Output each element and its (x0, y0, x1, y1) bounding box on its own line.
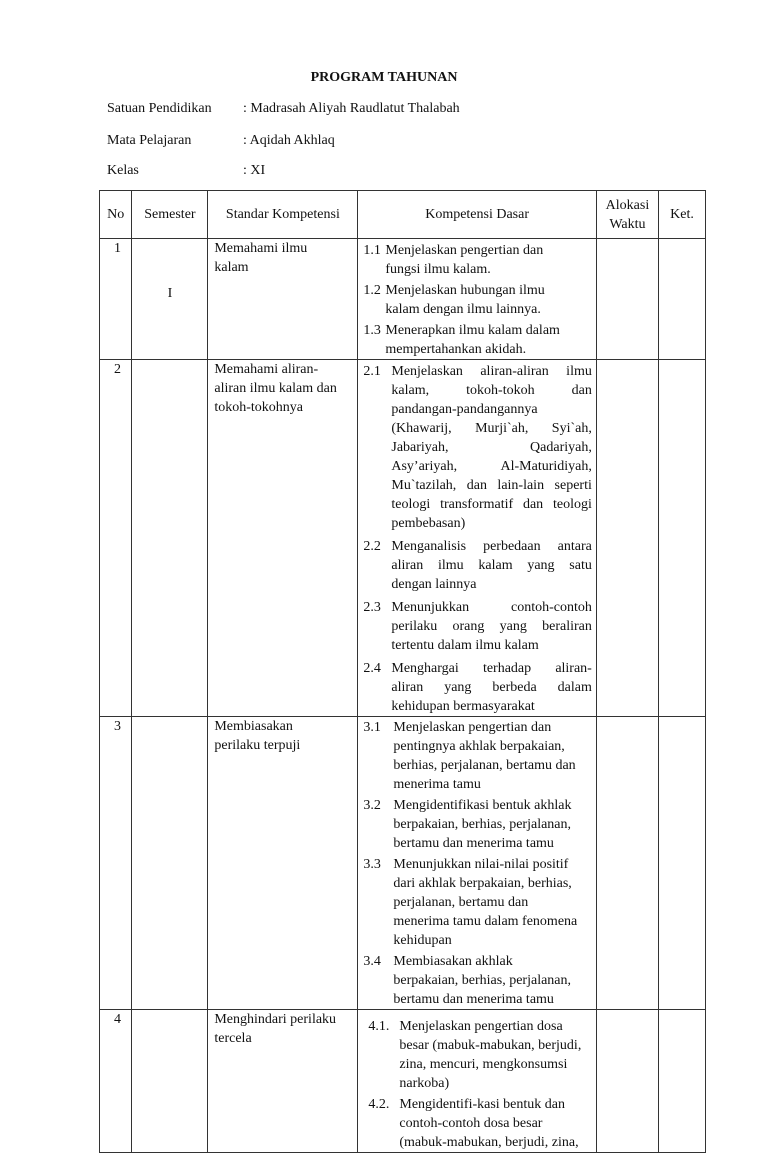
kd-line: pentingnya akhlak berpakaian, (393, 739, 565, 754)
table-row (100, 717, 706, 1010)
kd-line: kehidupan bermasyarakat (391, 699, 535, 714)
kd-line: (Khawarij, Murji`ah, Syi`ah, (391, 421, 592, 436)
header-semester: Semester (132, 191, 208, 239)
cell-standar-kompetensi (208, 239, 358, 360)
table-header-row (100, 191, 706, 239)
cell-standar-kompetensi (208, 717, 358, 1010)
kd-line: kalam dengan ilmu lainnya. (385, 302, 541, 317)
kd-line: Asy’ariyah, Al-Maturidiyah, (391, 459, 592, 474)
cell-kompetensi-dasar (358, 717, 596, 1010)
kd-line: Menjelaskan pengertian dan (385, 243, 544, 258)
kd-line: besar (mabuk-mabukan, berjudi, (399, 1038, 582, 1053)
meta-value: : XI (243, 163, 266, 178)
kd-line: zina, mencuri, mengkonsumsi (399, 1057, 568, 1072)
table-row (100, 360, 706, 717)
sk-line: Memahami aliran- (214, 362, 319, 377)
header-no: No (100, 191, 132, 239)
kd-number: 3.2 (363, 798, 381, 813)
kd-number: 1.1 (363, 243, 381, 258)
kd-item (363, 241, 591, 279)
kd-number: 3.1 (363, 720, 381, 735)
kd-number: 1.3 (363, 323, 381, 338)
kd-line: berpakaian, berhias, perjalanan, (393, 973, 572, 988)
cell-alokasi-waktu (596, 1010, 658, 1153)
header-standar-kompetensi: Standar Kompetensi (208, 191, 358, 239)
kd-line: tertentu dalam ilmu kalam (391, 638, 539, 653)
kd-text (391, 537, 591, 594)
meta-value: : Aqidah Akhlaq (243, 133, 335, 148)
cell-semester (132, 360, 208, 717)
cell-standar-kompetensi (208, 1010, 358, 1153)
meta-mata-pelajaran (107, 133, 335, 149)
meta-value: : Madrasah Aliyah Raudlatut Thalabah (243, 101, 460, 116)
cell-alokasi-waktu (596, 360, 658, 717)
cell-ket (659, 1010, 706, 1153)
kd-line: Mu`tazilah, dan lain-lain seperti (391, 478, 592, 493)
kd-text (391, 659, 591, 716)
cell-ket (659, 239, 706, 360)
meta-kelas (107, 163, 265, 179)
kd-number: 3.3 (363, 857, 381, 872)
program-table (99, 190, 706, 1153)
sk-line: perilaku terpuji (214, 738, 301, 753)
kd-text (385, 321, 591, 359)
kd-text (393, 855, 591, 950)
kd-line: teologi transformatif dan teologi (391, 497, 592, 512)
kd-item (363, 598, 591, 655)
kd-line: bertamu dan menerima tamu (393, 992, 554, 1007)
kd-number: 2.2 (363, 539, 381, 554)
kd-line: (mabuk-mabukan, berjudi, zina, (399, 1135, 579, 1150)
kd-line: mempertahankan akidah. (385, 342, 527, 357)
cell-standar-kompetensi (208, 360, 358, 717)
kd-text (393, 796, 591, 853)
meta-label: Kelas (107, 163, 139, 178)
header-alokasi-waktu (596, 191, 658, 239)
kd-item (363, 796, 591, 853)
meta-satuan-pendidikan (107, 101, 460, 117)
header-waktu-line: Waktu (609, 216, 646, 232)
sk-line: Membiasakan (214, 719, 293, 734)
kd-number: 4.1. (368, 1019, 390, 1034)
kd-item (363, 718, 591, 794)
cell-no: 3 (100, 717, 132, 1010)
sk-line: tokoh-tokohnya (214, 400, 304, 415)
kd-line: Membiasakan akhlak (393, 954, 513, 969)
table-body (100, 239, 706, 1153)
cell-kompetensi-dasar (358, 360, 596, 717)
kd-line: Menunjukkan nilai-nilai positif (393, 857, 569, 872)
kd-line: pandangan-pandangannya (391, 402, 538, 417)
sk-line: tercela (214, 1031, 252, 1046)
kd-line: berhias, perjalanan, bertamu dan (393, 758, 576, 773)
kd-line: Menjelaskan pengertian dosa (399, 1019, 563, 1034)
cell-semester: I (132, 239, 208, 360)
kd-line: Mengidentifi-kasi bentuk dan (399, 1097, 566, 1112)
header-kompetensi-dasar: Kompetensi Dasar (358, 191, 596, 239)
meta-label: Satuan Pendidikan (107, 101, 212, 116)
kd-item (363, 952, 591, 1009)
kd-item (368, 1095, 591, 1152)
kd-number: 2.1 (363, 364, 381, 379)
sk-line: aliran ilmu kalam dan (214, 381, 337, 396)
cell-alokasi-waktu (596, 717, 658, 1010)
sk-line: kalam (214, 260, 249, 275)
sk-line: Memahami ilmu (214, 241, 308, 256)
kd-line: berpakaian, berhias, perjalanan, (393, 817, 572, 832)
kd-line: Jabariyah, Qadariyah, (391, 440, 592, 455)
kd-line: bertamu dan menerima tamu (393, 836, 554, 851)
kd-number: 1.2 (363, 283, 381, 298)
kd-text (399, 1017, 591, 1093)
cell-no: 4 (100, 1010, 132, 1153)
kd-item (363, 321, 591, 359)
kd-number: 3.4 (363, 954, 381, 969)
cell-kompetensi-dasar (358, 239, 596, 360)
kd-text (385, 281, 591, 319)
kd-line: aliran yang berbeda dalam (391, 680, 592, 695)
cell-ket (659, 717, 706, 1010)
kd-line: Menunjukkan contoh-contoh (391, 600, 592, 615)
kd-line: dengan lainnya (391, 577, 477, 592)
kd-line: Menerapkan ilmu kalam dalam (385, 323, 560, 338)
kd-line: contoh-contoh dosa besar (399, 1116, 543, 1131)
kd-item (368, 1017, 591, 1093)
header-alokasi-line: Alokasi (605, 197, 650, 213)
cell-semester (132, 717, 208, 1010)
kd-number: 2.4 (363, 661, 381, 676)
kd-line: dari akhlak berpakaian, berhias, (393, 876, 572, 891)
kd-line: Mengidentifikasi bentuk akhlak (393, 798, 572, 813)
table-row (100, 1010, 706, 1153)
kd-text (385, 241, 591, 279)
cell-no: 2 (100, 360, 132, 717)
kd-item (363, 659, 591, 716)
kd-text (399, 1095, 591, 1152)
kd-item (363, 855, 591, 950)
kd-line: Menjelaskan aliran-aliran ilmu (391, 364, 592, 379)
kd-text (391, 362, 591, 533)
kd-line: Menghargai terhadap aliran- (391, 661, 592, 676)
cell-semester (132, 1010, 208, 1153)
cell-no: 1 (100, 239, 132, 360)
kd-line: Menganalisis perbedaan antara (391, 539, 592, 554)
kd-line: menerima tamu (393, 777, 481, 792)
kd-number: 2.3 (363, 600, 381, 615)
kd-line: narkoba) (399, 1076, 450, 1091)
table-row (100, 239, 706, 360)
kd-text (393, 718, 591, 794)
kd-line: perilaku orang yang beraliran (391, 619, 592, 634)
kd-text (393, 952, 591, 1009)
kd-line: pembebasan) (391, 516, 466, 531)
kd-item (363, 281, 591, 319)
kd-line: kehidupan (393, 933, 452, 948)
kd-line: menerima tamu dalam fenomena (393, 914, 578, 929)
kd-item (363, 537, 591, 594)
kd-item (363, 362, 591, 533)
meta-label: Mata Pelajaran (107, 133, 192, 148)
cell-alokasi-waktu (596, 239, 658, 360)
sk-line: Menghindari perilaku (214, 1012, 337, 1027)
kd-text (391, 598, 591, 655)
document-title: PROGRAM TAHUNAN (310, 70, 458, 85)
kd-number: 4.2. (368, 1097, 390, 1112)
header-ket: Ket. (659, 191, 706, 239)
kd-line: fungsi ilmu kalam. (385, 262, 491, 277)
kd-line: kalam, tokoh-tokoh dan (391, 383, 592, 398)
kd-line: aliran ilmu kalam yang satu (391, 558, 592, 573)
kd-line: Menjelaskan pengertian dan (393, 720, 552, 735)
cell-ket (659, 360, 706, 717)
cell-kompetensi-dasar (358, 1010, 596, 1153)
kd-line: perjalanan, bertamu dan (393, 895, 529, 910)
kd-line: Menjelaskan hubungan ilmu (385, 283, 545, 298)
